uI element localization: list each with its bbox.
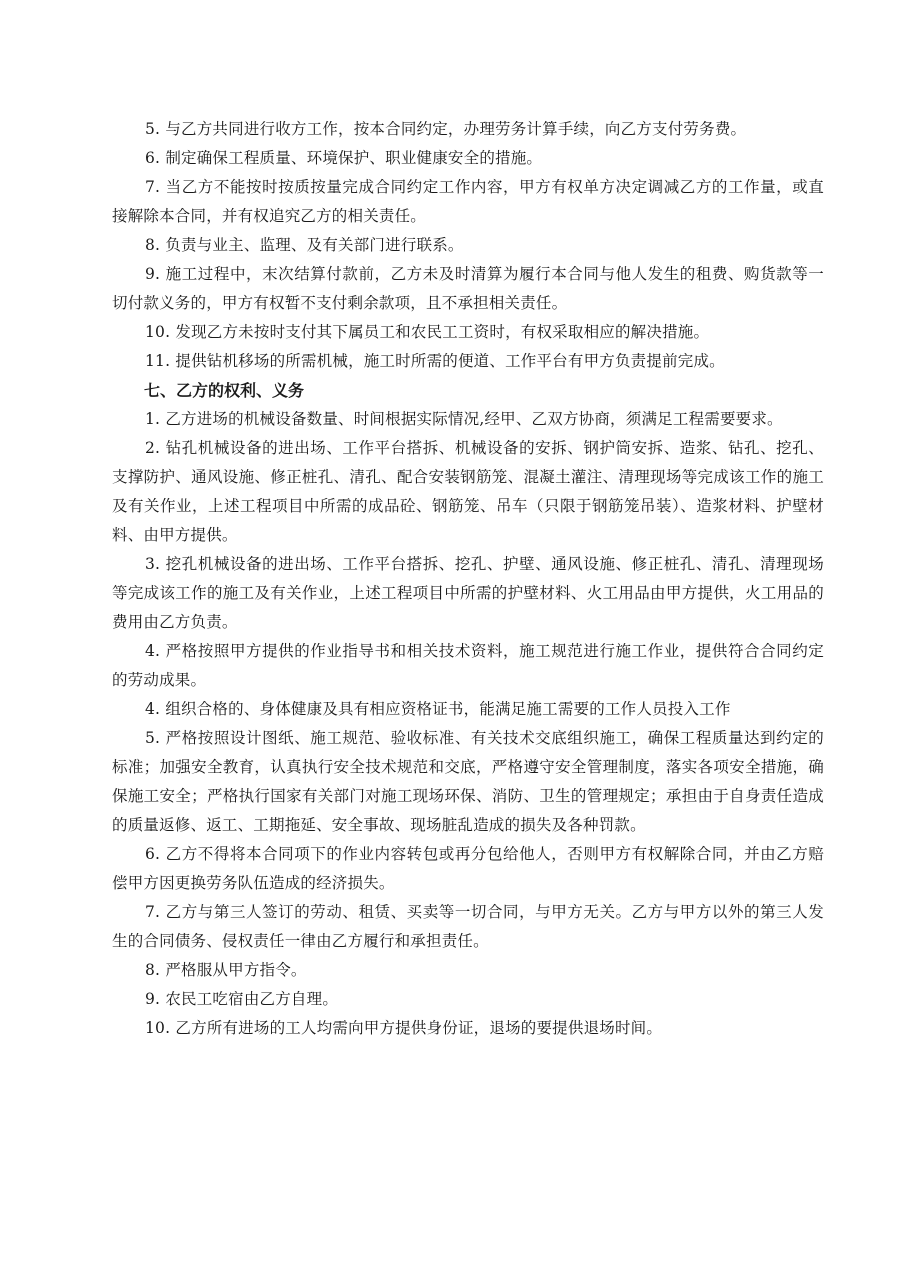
party-b-item-7: 7. 乙方与第三人签订的劳动、租赁、买卖等一切合同，与甲方无关。乙方与甲方以外的第三人发生的合同债务、侵权责任一律由乙方履行和承担责任。 bbox=[112, 903, 824, 950]
party-b-item-4b: 4. 组织合格的、身体健康及具有相应资格证书，能满足施工需要的工作人员投入工作 bbox=[145, 700, 731, 718]
party-a-item-5: 5. 与乙方共同进行收方工作，按本合同约定，办理劳务计算手续，向乙方支付劳务费。 bbox=[145, 120, 747, 138]
party-b-item-10: 10. 乙方所有进场的工人均需向甲方提供身份证，退场的要提供退场时间。 bbox=[145, 1019, 663, 1037]
party-a-item-10: 10. 发现乙方未按时支付其下属员工和农民工工资时，有权采取相应的解决措施。 bbox=[145, 323, 710, 341]
party-a-item-9: 9. 施工过程中，末次结算付款前，乙方未及时清算为履行本合同与他人发生的租费、购货款等一切付款义务的，甲方有权暂不支付剩余款项，且不承担相关责任。 bbox=[112, 265, 824, 312]
party-b-item-1: 1. 乙方进场的机械设备数量、时间根据实际情况,经甲、乙双方协商，须满足工程需要要求。 bbox=[145, 410, 783, 428]
party-b-item-3: 3. 挖孔机械设备的进出场、工作平台搭拆、挖孔、护壁、通风设施、修正桩孔、清孔、清理现场等完成该工作的施工及有关作业，上述工程项目中所需的护壁材料、火工用品由甲方提供，火工用品的费用由乙方负责。 bbox=[112, 555, 824, 631]
party-a-item-11: 11. 提供钻机移场的所需机械，施工时所需的便道、工作平台有甲方负责提前完成。 bbox=[145, 352, 725, 370]
section-heading: 七、乙方的权利、义务 bbox=[144, 381, 305, 400]
party-a-item-8: 8. 负责与业主、监理、及有关部门进行联系。 bbox=[145, 236, 464, 254]
party-b-item-8: 8. 严格服从甲方指令。 bbox=[145, 961, 307, 979]
contract-body bbox=[112, 115, 824, 1043]
party-b-item-9: 9. 农民工吃宿由乙方自理。 bbox=[145, 990, 339, 1008]
party-b-item-5: 5. 严格按照设计图纸、施工规范、验收标准、有关技术交底组织施工，确保工程质量达到约定的标准；加强安全教育，认真执行安全技术规范和交底，严格遵守安全管理制度，落实各项安全措施，确保施工安全；严格执行国家有关部门对施工现场环保、消防、卫生的管理规定；承担由于自身责任造成的质量返修、返工、工期拖延、安全事故、现场脏乱造成的损失及各种罚款。 bbox=[112, 729, 824, 834]
party-a-item-7: 7. 当乙方不能按时按质按量完成合同约定工作内容，甲方有权单方决定调减乙方的工作量，或直接解除本合同，并有权追究乙方的相关责任。 bbox=[112, 178, 824, 225]
party-b-item-6: 6. 乙方不得将本合同项下的作业内容转包或再分包给他人，否则甲方有权解除合同，并由乙方赔偿甲方因更换劳务队伍造成的经济损失。 bbox=[112, 845, 824, 892]
party-a-item-6: 6. 制定确保工程质量、环境保护、职业健康安全的措施。 bbox=[145, 149, 543, 167]
party-b-item-2: 2. 钻孔机械设备的进出场、工作平台搭拆、机械设备的安拆、钢护筒安拆、造浆、钻孔、挖孔、支撑防护、通风设施、修正桩孔、清孔、配合安装钢筋笼、混凝土灌注、清理现场等完成该工作的施工及有关作业，上述工程项目中所需的成品砼、钢筋笼、吊车（只限于钢筋笼吊装）、造浆材料、护壁材料、由甲方提供。 bbox=[112, 439, 824, 544]
party-b-item-4a: 4. 严格按照甲方提供的作业指导书和相关技术资料，施工规范进行施工作业，提供符合合同约定的劳动成果。 bbox=[112, 642, 824, 689]
